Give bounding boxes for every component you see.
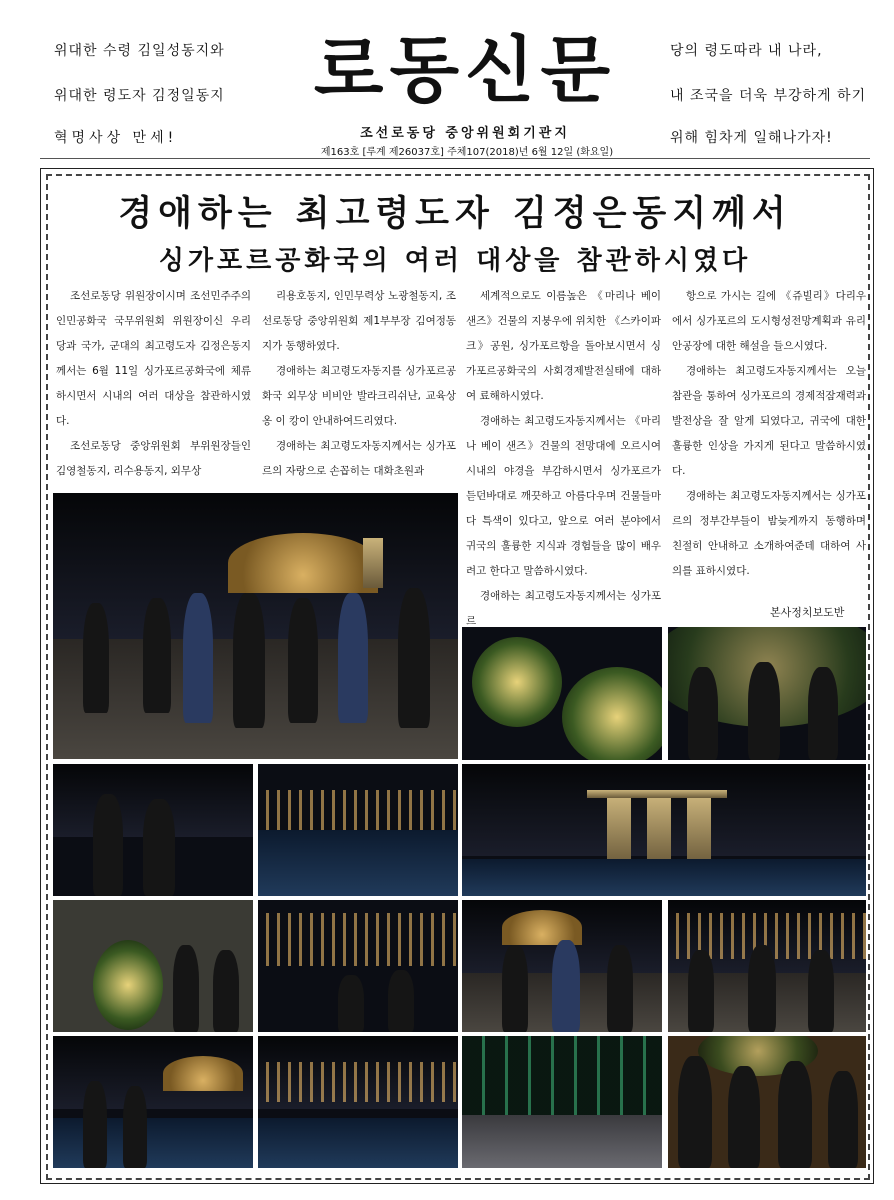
issue-line: 제163호 [루계 제26037호] 주체107(2018)년 6월 12일 (화요일) <box>320 147 614 158</box>
subheadline: 싱가포르공화국의 여러 대상을 참관하시였다 <box>158 246 752 276</box>
paragraph: 조선로동당 위원장이시며 조선민주주의인민공화국 국무위원회 위원장이신 우리 당과 국가, 군대의 최고령도자 김정은동지께서는 6월 11일 싱가포르공화국에 체류하시면서 시내의 여러 대상을 참관하시였다. <box>56 290 251 427</box>
masthead <box>40 18 870 158</box>
photo-esplanade-walk <box>462 900 662 1032</box>
slogan-right-3: 위해 힘차게 일해나가자! <box>670 130 833 146</box>
photo-group-walking-waterfront <box>53 493 458 759</box>
photo-skypark-visit <box>53 900 253 1032</box>
newspaper-subtitle: 조선로동당 중앙위원회기관지 <box>360 126 570 141</box>
slogan-left-2: 위대한 령도자 김정일동지 <box>54 88 225 104</box>
paragraph: 경애하는 최고령도자동지를 싱가포르공화국 외무상 비비안 발라크리쉬난, 교육상 옹 이 캉이 안내하여드리였다. <box>262 365 456 427</box>
photo-delegation-in-garden <box>668 627 866 760</box>
text-column-2 <box>262 284 456 484</box>
headline: 경애하는 최고령도자 김정은동지께서 <box>118 194 792 234</box>
paragraph: 경애하는 최고령도자동지께서는 싱가포르 <box>466 590 661 627</box>
photo-gardens-by-the-bay-night <box>462 627 662 760</box>
paragraph: 경애하는 최고령도자동지께서는 싱가포르의 자랑으로 손꼽히는 대화초원과 <box>262 440 456 477</box>
slogan-left-3: 혁명사상 만세! <box>54 130 178 146</box>
text-column-4 <box>672 284 866 584</box>
newspaper-title: 로동신문 <box>313 28 617 112</box>
photo-observation-deck-pointing <box>53 764 253 896</box>
paragraph: 항으로 가시는 길에 《쥬빌리》다리우에서 싱가포르의 도시형성전망계획과 유리안공장에 대한 해설을 들으시였다. <box>672 290 866 352</box>
slogan-left-1: 위대한 수령 김일성동지와 <box>54 43 225 59</box>
photo-river-walk-night <box>53 1036 253 1168</box>
paragraph: 경애하는 최고령도자동지께서는 오늘 참관을 통하여 싱가포르의 경제적잠재력과 발전상을 잘 알게 되였다고, 귀국에 대한 훌륭한 인상을 가지게 된다고 말씀하시였다. <box>672 365 866 477</box>
photo-delegation-close-up <box>668 1036 866 1168</box>
photo-marina-bay-sands-night <box>462 764 866 896</box>
paragraph: 세계적으로도 이름높은 《마리나 베이 샌즈》건물의 지붕우에 위치한 《스카이파크》공원, 싱가포르항을 돌아보시면서 싱가포르공화국의 사회경제발전실태에 대하여 료해하시였다. <box>466 290 661 402</box>
text-column-1 <box>56 284 251 484</box>
slogan-right-1: 당의 령도따라 내 나라, <box>670 43 823 59</box>
paragraph: 경애하는 최고령도자동지께서는 《마리나 베이 샌즈》건물의 전망대에 오르시여 시내의 야경을 부감하시면서 싱가포르가 듣던바대로 깨끗하고 아름다우며 건물들마다 특색이 있다고, 앞으로 여러 분야에서 귀국의 훌륭한 지식과 경험들을 많이 배우려고 한다고 말씀하시였다. <box>466 415 661 577</box>
paragraph: 경애하는 최고령도자동지께서는 싱가포르의 정부간부들이 밤늦게까지 동행하며 친절히 안내하고 소개하여준데 대하여 사의를 표하시였다. <box>672 490 866 577</box>
photo-port-cranes <box>462 1036 662 1168</box>
photo-skypark-city-view <box>258 900 458 1032</box>
photo-skyline-walk <box>668 900 866 1032</box>
text-column-3 <box>466 284 661 634</box>
masthead-rule <box>40 158 870 159</box>
photo-credit: 본사정치보도반 <box>770 606 845 619</box>
photo-aerial-city-night <box>258 764 458 896</box>
photo-jubilee-bridge <box>258 1036 458 1168</box>
paragraph: 조선로동당 중앙위원회 부위원장들인 김영철동지, 리수용동지, 외무상 <box>56 440 251 477</box>
paragraph: 리용호동지, 인민무력상 노광철동지, 조선로동당 중앙위원회 제1부부장 김여정동지가 동행하였다. <box>262 290 456 352</box>
slogan-right-2: 내 조국을 더욱 부강하게 하기 <box>670 88 867 104</box>
